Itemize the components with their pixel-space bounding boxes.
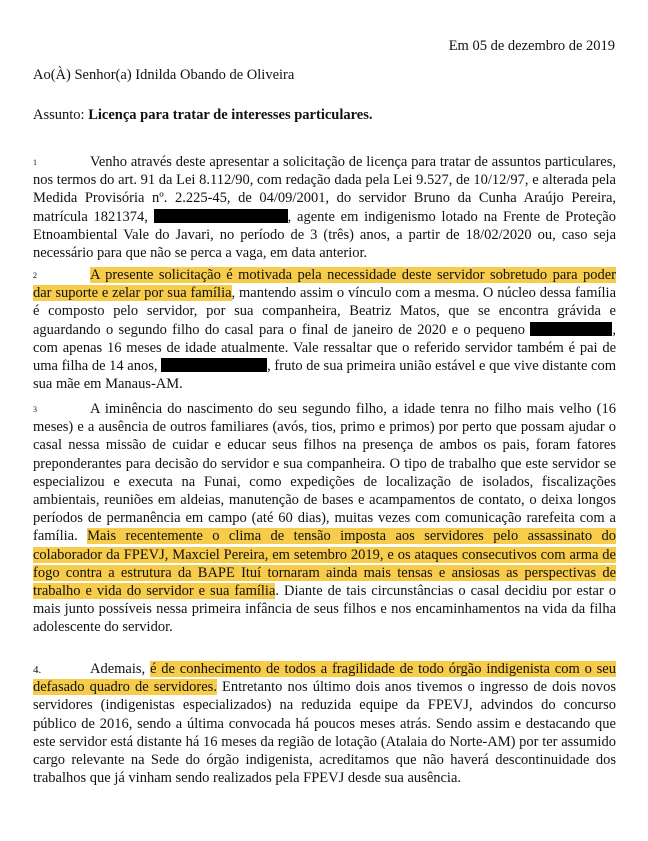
paragraph-text: . Diante de tais circunstâncias o casal decidiu por estar o mais junto possíveis nessa primeira infância de seus filhos e nos encaminhamentos na vida da filha adolescente do servidor. [33, 583, 620, 636]
highlighted-text: A presente solicitação é motivada pela necessidade deste servidor sobretudo para poder dar suporte e zelar por sua família [33, 267, 616, 302]
highlighted-text: é de conhecimento de todos a fragilidade de todo órgão indigenista com o seu defasado quadro de servidores. [33, 661, 616, 696]
paragraph-number: 4. [33, 663, 42, 676]
paragraph-text: Venho através deste apresentar a solicitação de licença para tratar de assuntos particulares, nos termos do art. 91 da Lei 8.112/90, com redação dada pela Lei 9.527, de 10/12/97, e alterada pela Medida Provisória nº. 2.225-45, de 04/09/2001, do servidor Bruno da Cunha Araújo Pereira, matrícula 1821374, [33, 154, 620, 225]
paragraph-text: , agente em indigenismo lotado na Frente de Proteção Etnoambiental Vale do Javari, no período de 3 (três) anos, a partir de 18/02/2020 ou, caso seja necessário para que não se perca a vaga, em data anterior. [33, 208, 620, 262]
redaction-block [154, 209, 288, 223]
subject-text: Licença para tratar de interesses particulares. [88, 107, 373, 123]
paragraph-2 [33, 266, 620, 393]
paragraph-text: , mantendo assim o vínculo com a mesma. O núcleo dessa família é composto pelo servidor, por sua companheira, Beatriz Matos, que se encontra grávida e aguardando o segundo filho do casal para o final de janeiro de 2020 e o pequeno [33, 285, 620, 338]
highlighted-text: Mais recentemente o clima de tensão imposta aos servidores pelo assassinato do colaborador da FPEVJ, Maxciel Pereira, em setembro 2019, e os ataques consecutivos com arma de fogo contra a estrutura da BAPE Ituí tornaram ainda mais tensas e ansiosas as perspectivas de trabalho e vida do servidor e sua família [33, 528, 616, 600]
paragraph-text: , com apenas 16 meses de idade atualmente. Vale ressaltar que o referido servidor também é pai de uma filha de 14 anos, [33, 321, 620, 375]
redaction-block [530, 322, 612, 336]
paragraph-3 [33, 400, 620, 637]
subject-label: Assunto: [33, 107, 89, 123]
paragraph-text: A iminência do nascimento do seu segundo filho, a idade tenra no filho mais velho (16 meses) e a ausência de outros familiares (avós, tios, primo e primos) por perto que possam ajudar o casal nessa missão de cuidar e educar seus filhos na presença de ambos os pais, foram fatores preponderantes para decisão do servidor e sua companheira. O tipo de trabalho que este servidor se especializou e executa na Funai, como expedições de localização de isolados, fiscalizações ambientais, reuniões em aldeias, manutenção de bases e acampamentos de contato, o deixa longos períodos de permanência em campo (até 60 dias), muitas vezes com comunicação rarefeita com a família. [33, 401, 620, 545]
paragraph-number: 1 [33, 157, 37, 167]
addressee-line: Ao(À) Senhor(a) Idnilda Obando de Oliveira [33, 67, 295, 83]
paragraph-text: Entretanto nos último dois anos tivemos o ingresso de dois novos servidores (indigenistas especializados) na reduzida equipe da FPEVJ, advindos do concurso público de 2016, sendo a última convocada há poucos meses atrás. Sendo assim e destacando que este servidor está distante há 16 meses da região de lotação (Atalaia do Norte-AM) por ter assumido cargo relevante na Sede do órgão indigenista, acreditamos que não haverá descontinuidade dos trabalhos que já vinham sendo realizados pela FPEVJ desde sua ausência. [33, 679, 620, 787]
subject-line [33, 107, 373, 124]
paragraph-1 [33, 153, 620, 262]
paragraph-text: Ademais, [90, 661, 150, 677]
paragraph-number: 3 [33, 404, 37, 414]
paragraph-text: , fruto de sua primeira união estável e que vive distante com sua mãe em Manaus-AM. [33, 358, 620, 393]
paragraph-number: 2 [33, 270, 37, 280]
paragraph-4 [33, 660, 620, 787]
letter-date: Em 05 de dezembro de 2019 [448, 38, 615, 54]
redaction-block [161, 358, 267, 372]
